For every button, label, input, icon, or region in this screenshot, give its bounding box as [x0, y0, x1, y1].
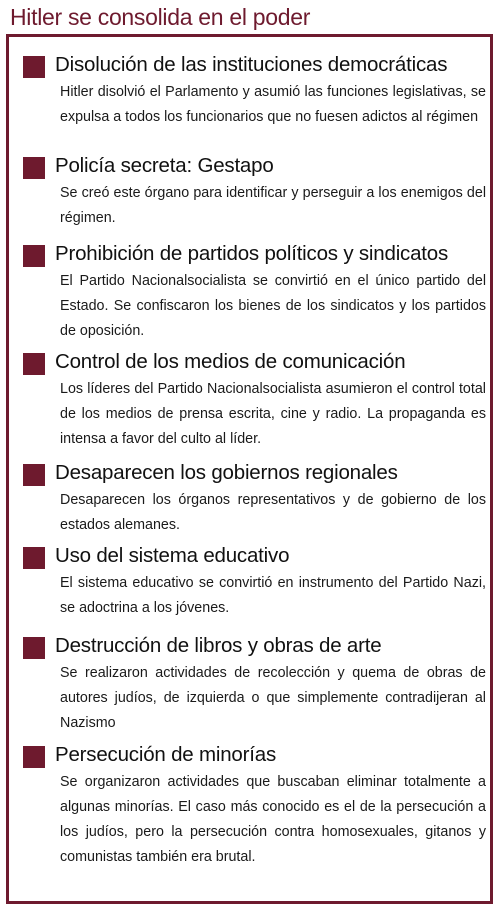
section-heading: Disolución de las instituciones democráticas: [55, 53, 448, 76]
square-bullet-icon: [23, 245, 45, 267]
section-heading: Prohibición de partidos políticos y sindicatos: [55, 242, 449, 265]
square-bullet-icon: [23, 547, 45, 569]
page-title: Hitler se consolida en el poder: [10, 4, 311, 30]
square-bullet-icon: [23, 746, 45, 768]
square-bullet-icon: [23, 56, 45, 78]
section-text: El Partido Nacionalsocialista se convirtió en el único partido del Estado. Se confiscaron los bienes de los sindicatos y los partidos de oposición.: [60, 273, 486, 339]
section-heading: Policía secreta: Gestapo: [55, 154, 274, 177]
section-text: Hitler disolvió el Parlamento y asumió las funciones legislativas, se expulsa a todos los funcionarios que no fuesen adictos al régimen: [60, 84, 486, 125]
section-heading: Control de los medios de comunicación: [55, 350, 406, 373]
section-heading: Persecución de minorías: [55, 743, 277, 766]
section-text: Los líderes del Partido Nacionalsocialista asumieron el control total de los medios de prensa escrita, cine y radio. La propaganda es intensa a favor del culto al líder.: [60, 381, 486, 447]
section-text: El sistema educativo se convirtió en instrumento del Partido Nazi, se adoctrina a los jóvenes.: [60, 575, 486, 616]
content-frame: [6, 34, 493, 904]
square-bullet-icon: [23, 637, 45, 659]
section-text: Se organizaron actividades que buscaban eliminar totalmente a algunas minorías. El caso más conocido es el de la persecución a los judíos, pero la persecución contra homosexuales, gitanos y comunistas también era brutal.: [60, 774, 486, 865]
section-heading: Uso del sistema educativo: [55, 544, 290, 567]
section-heading: Desaparecen los gobiernos regionales: [55, 461, 398, 484]
section-text: Desaparecen los órganos representativos y de gobierno de los estados alemanes.: [60, 492, 486, 533]
section-text: Se creó este órgano para identificar y perseguir a los enemigos del régimen.: [60, 185, 486, 226]
section-text: Se realizaron actividades de recolección y quema de obras de autores judíos, de izquierda o que simplemente contradijeran al Nazismo: [60, 665, 486, 731]
square-bullet-icon: [23, 157, 45, 179]
square-bullet-icon: [23, 353, 45, 375]
square-bullet-icon: [23, 464, 45, 486]
section-heading: Destrucción de libros y obras de arte: [55, 634, 382, 657]
